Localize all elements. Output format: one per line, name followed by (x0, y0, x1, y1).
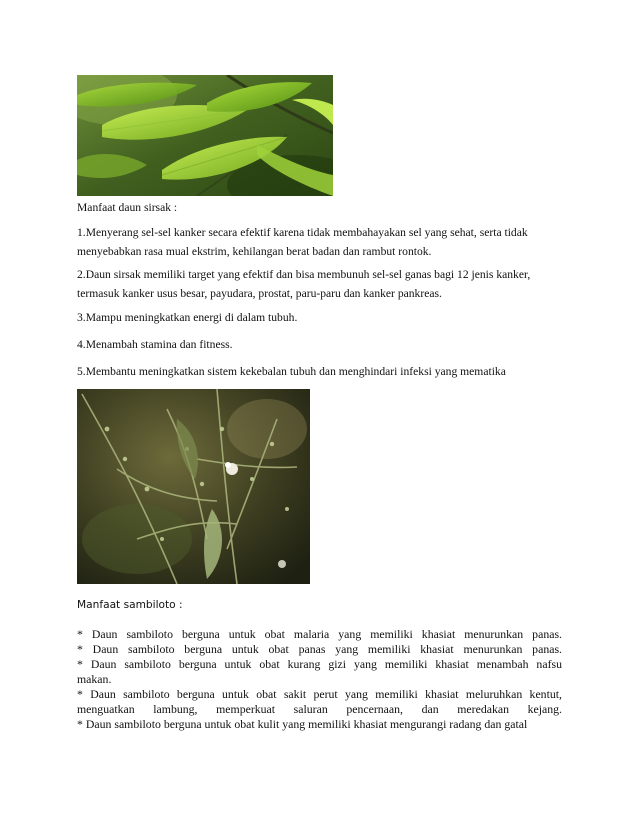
sambiloto-benefit-2: * Daun sambiloto berguna untuk obat panas yang memiliki khasiat menurunkan panas. (77, 642, 562, 656)
sambiloto-plant-illustration (77, 389, 310, 584)
sambiloto-section-title: Manfaat sambiloto : (77, 599, 183, 611)
sambiloto-benefit-1: * Daun sambiloto berguna untuk obat malaria yang memiliki khasiat menurunkan panas. (77, 627, 562, 641)
sambiloto-benefit-4-continued: menguatkan lambung, memperkuat saluran pencernaan, dan meredakan kejang. (77, 702, 562, 716)
sirsak-leaves-image (77, 75, 333, 196)
sambiloto-benefit-4: * Daun sambiloto berguna untuk obat sakit perut yang memiliki khasiat meluruhkan kentut, (77, 687, 562, 701)
sambiloto-benefit-5: * Daun sambiloto berguna untuk obat kulit yang memiliki khasiat mengurangi radang dan gatal (77, 717, 528, 731)
sirsak-benefit-1: 1.Menyerang sel-sel kanker secara efektif karena tidak membahayakan sel yang sehat, serta tidak menyebabkan rasa mual ekstrim, kehilangan berat badan dan rambut rontok. (77, 226, 528, 258)
sambiloto-plant-image (77, 389, 310, 584)
sirsak-benefit-4: 4.Menambah stamina dan fitness. (77, 338, 233, 351)
sambiloto-benefit-3-continued: makan. (77, 672, 112, 686)
sirsak-benefit-3: 3.Mampu meningkatkan energi di dalam tubuh. (77, 311, 298, 324)
sirsak-section-title: Manfaat daun sirsak : (77, 201, 178, 214)
sambiloto-benefit-3: * Daun sambiloto berguna untuk obat kurang gizi yang memiliki khasiat menambah nafsu (77, 657, 562, 671)
sirsak-leaves-illustration (77, 75, 333, 196)
sirsak-benefit-5: 5.Membantu meningkatkan sistem kekebalan tubuh dan menghindari infeksi yang mematika (77, 365, 506, 378)
sirsak-benefit-2: 2.Daun sirsak memiliki target yang efektif dan bisa membunuh sel-sel ganas bagi 12 jenis kanker, termasuk kanker usus besar, payudara, prostat, paru-paru dan kanker pankreas. (77, 268, 531, 300)
